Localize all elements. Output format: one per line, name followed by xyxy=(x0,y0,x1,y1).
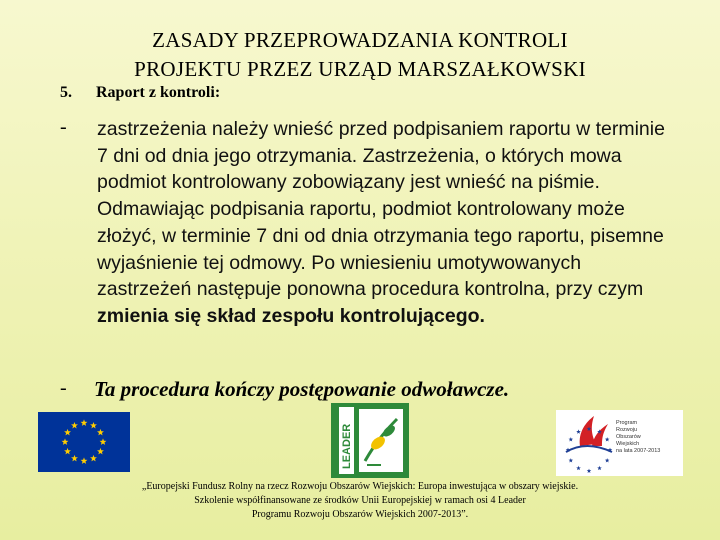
leader-logo xyxy=(331,403,409,478)
section-heading-text: Raport z kontroli: xyxy=(96,84,221,101)
bullet-marker: - xyxy=(60,116,67,138)
footer-note xyxy=(80,480,640,522)
eu-flag-logo xyxy=(38,412,130,472)
leader-logo-text: LEADER xyxy=(341,423,353,469)
footer-line-3: Programu Rozwoju Obszarów Wiejskich 2007-2013”. xyxy=(251,509,469,520)
prow-line: na lata 2007-2013 xyxy=(616,448,661,454)
footer-line-1: „Europejski Fundusz Rolny na rzecz Rozwoju Obszarów Wiejskich: Europa inwestująca w obszary wiejskie. xyxy=(141,481,579,492)
section-heading xyxy=(60,84,220,102)
prow-logo-text xyxy=(616,420,674,455)
slide-title xyxy=(60,26,660,84)
footer-line-2: Szkolenie współfinansowane ze środków Unii Europejskiej w ramach osi 4 Leader xyxy=(194,495,526,506)
section-number: 5. xyxy=(60,84,72,101)
bullet-text xyxy=(97,116,667,330)
title-line-2: PROJEKTU PRZEZ URZĄD MARSZAŁKOWSKI xyxy=(134,57,586,81)
bullet-marker: - xyxy=(60,377,67,399)
bullet-body-text: zastrzeżenia należy wnieść przed podpisaniem raportu w terminie 7 dni od dnia jego otrzymania. Zastrzeżenia, o których mowa podmiot kontrolowany zobowiązany jest wnieść na piśmie. Odmawiając podpisania raportu, podmiot kontrolowany może złożyć, w terminie 7 dni od dnia otrzymania tego raportu, pisemne wyjaśnienie tej odmowy. Po wniesieniu umotywowanych zastrzeżeń następuje ponowna procedura kontrolna, przy czym xyxy=(97,118,665,301)
bullet-bold-text: zmienia się skład zespołu kontrolującego. xyxy=(97,304,485,327)
prow-line: Program xyxy=(616,420,638,426)
prow-line: Rozwoju xyxy=(616,427,638,433)
bullet-text: Ta procedura kończy postępowanie odwoławcze. xyxy=(94,377,510,401)
prow-line: Obszarów xyxy=(616,434,641,440)
prow-line: Wiejskich xyxy=(616,441,640,447)
title-line-1: ZASADY PRZEPROWADZANIA KONTROLI xyxy=(152,28,568,52)
